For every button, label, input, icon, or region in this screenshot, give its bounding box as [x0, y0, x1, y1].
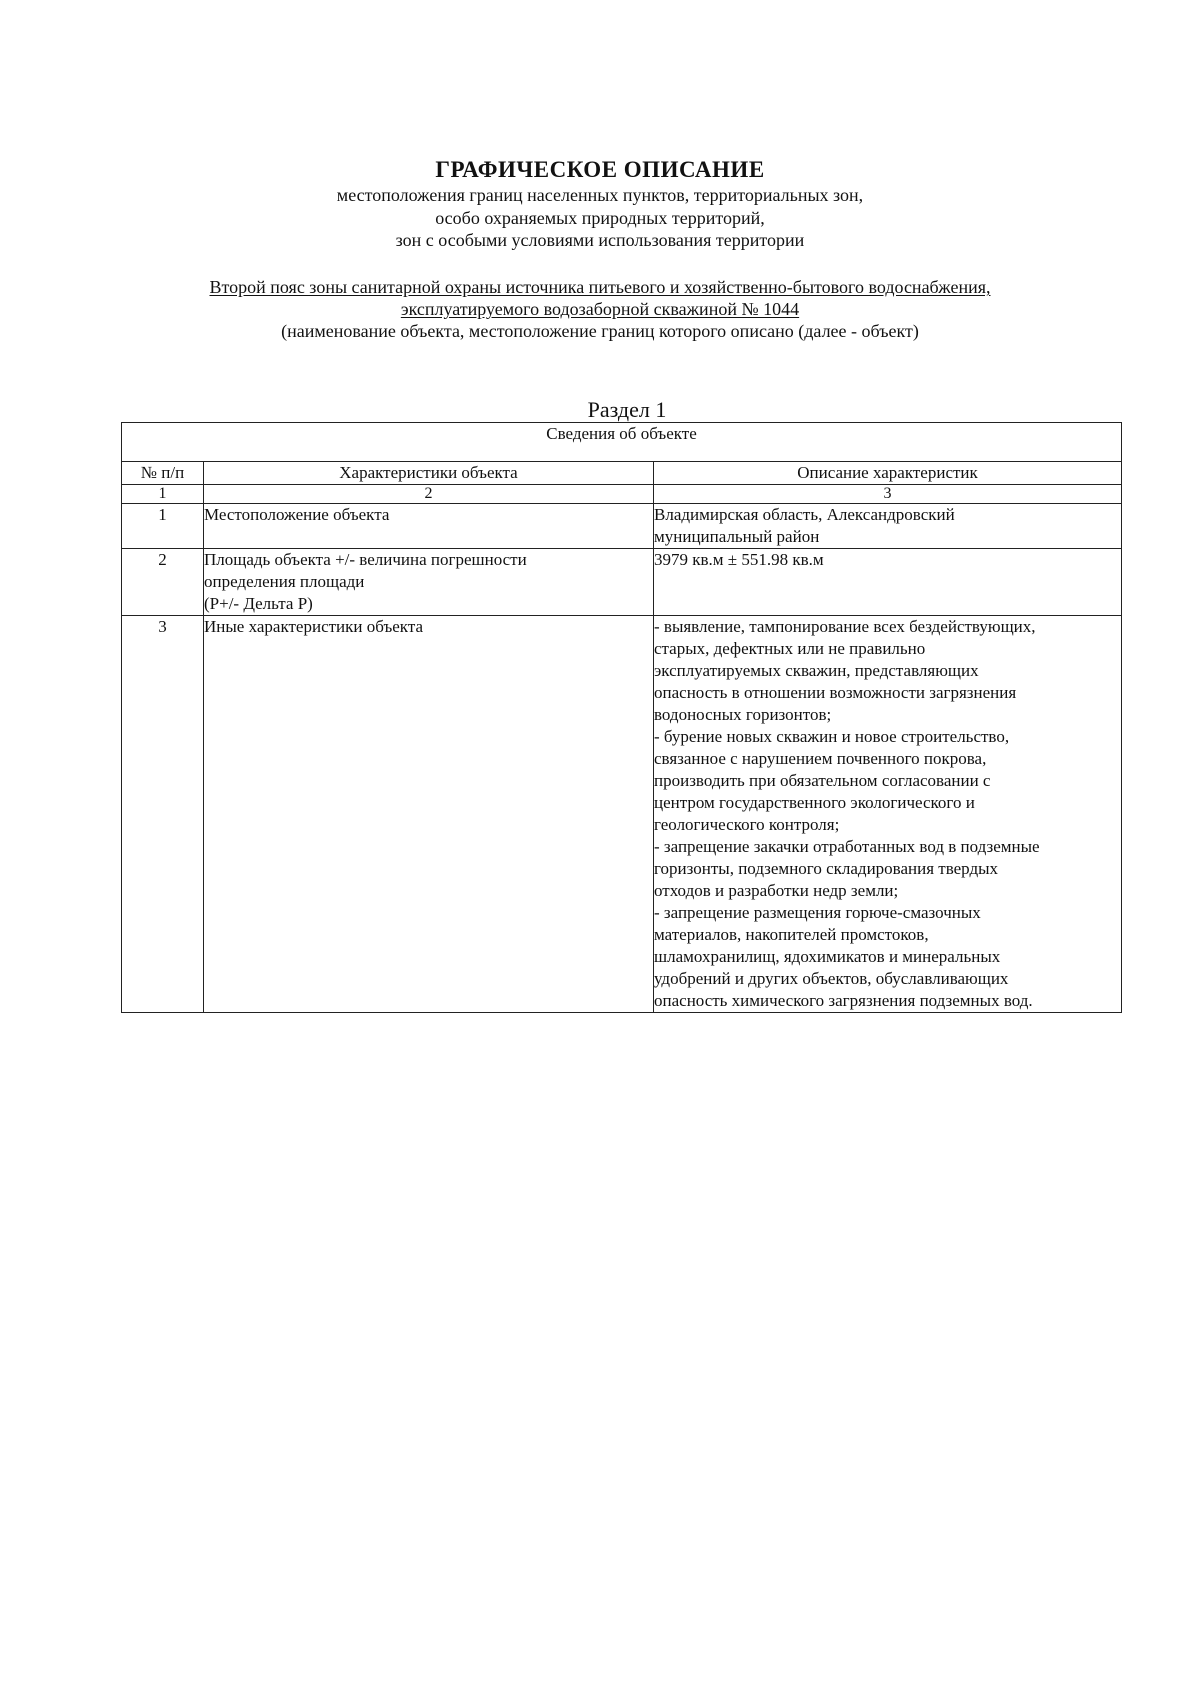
description-line: - запрещение размещения горюче-смазочных	[654, 903, 981, 922]
header-description: Описание характеристик	[654, 462, 1122, 485]
characteristic-line: (P+/- Дельта P)	[204, 594, 313, 613]
document-subtitle-line: зон с особыми условиями использования территории	[395, 230, 805, 250]
object-name-block	[0, 276, 1200, 342]
column-number: 1	[122, 485, 204, 504]
column-number: 3	[654, 485, 1122, 504]
description-line: опасность в отношении возможности загрязнения	[654, 683, 1017, 702]
characteristic-line: Местоположение объекта	[204, 505, 390, 524]
object-info-table	[121, 422, 1122, 1013]
row-characteristic	[204, 504, 654, 549]
description-line: 3979 кв.м ± 551.98 кв.м	[654, 550, 824, 569]
table-header-row	[122, 462, 1122, 485]
characteristic-line: Иные характеристики объекта	[204, 617, 424, 636]
characteristic-line: Площадь объекта +/- величина погрешности	[204, 550, 527, 569]
row-description	[654, 616, 1122, 1013]
description-line: муниципальный район	[654, 527, 820, 546]
description-line: эксплуатируемых скважин, представляющих	[654, 661, 979, 680]
row-characteristic	[204, 549, 654, 616]
table-caption-row	[122, 423, 1122, 462]
description-line: геологического контроля;	[654, 815, 840, 834]
table-column-numbers-row	[122, 485, 1122, 504]
document-subtitle-line: местоположения границ населенных пунктов, территориальных зон,	[336, 185, 864, 205]
description-line: горизонты, подземного складирования твердых	[654, 859, 999, 878]
object-name-line: эксплуатируемого водозаборной скважиной № 1044	[400, 299, 800, 319]
table-row	[122, 504, 1122, 549]
header-characteristic: Характеристики объекта	[204, 462, 654, 485]
table-row	[122, 549, 1122, 616]
document-subtitle-line: особо охраняемых природных территорий,	[435, 207, 765, 228]
description-line: - бурение новых скважин и новое строительство,	[654, 727, 1010, 746]
row-characteristic	[204, 616, 654, 1013]
row-number: 1	[122, 504, 204, 549]
row-description	[654, 549, 1122, 616]
description-line: Владимирская область, Александровский	[654, 505, 955, 524]
description-line: связанное с нарушением почвенного покрова,	[654, 749, 987, 768]
section-title: Раздел 1	[587, 397, 667, 422]
description-line: материалов, накопителей промстоков,	[654, 925, 929, 944]
document-title: ГРАФИЧЕСКОЕ ОПИСАНИЕ	[435, 157, 765, 182]
description-line: - выявление, тампонирование всех бездействующих,	[654, 617, 1036, 636]
row-number: 2	[122, 549, 204, 616]
description-line: производить при обязательном согласовании с	[654, 771, 991, 790]
description-line: шламохранилищ, ядохимикатов и минеральных	[654, 947, 1001, 966]
table-caption: Сведения об объекте	[122, 423, 1122, 462]
column-number: 2	[204, 485, 654, 504]
document-header	[0, 156, 1200, 252]
description-line: центром государственного экологического и	[654, 793, 975, 812]
table-row	[122, 616, 1122, 1013]
object-name-caption: (наименование объекта, местоположение границ которого описано (далее - объект)	[281, 321, 919, 341]
row-number: 3	[122, 616, 204, 1013]
description-line: опасность химического загрязнения подземных вод.	[654, 991, 1033, 1010]
characteristic-line: определения площади	[204, 572, 365, 591]
description-line: водоносных горизонтов;	[654, 705, 832, 724]
description-line: старых, дефектных или не правильно	[654, 639, 926, 658]
description-line: - запрещение закачки отработанных вод в подземные	[654, 837, 1040, 856]
object-name-line: Второй пояс зоны санитарной охраны источника питьевого и хозяйственно-бытового водоснабжения,	[209, 277, 991, 297]
description-line: отходов и разработки недр земли;	[654, 881, 899, 900]
description-line: удобрений и других объектов, обуславливающих	[654, 969, 1009, 988]
header-number: № п/п	[122, 462, 204, 485]
row-description	[654, 504, 1122, 549]
